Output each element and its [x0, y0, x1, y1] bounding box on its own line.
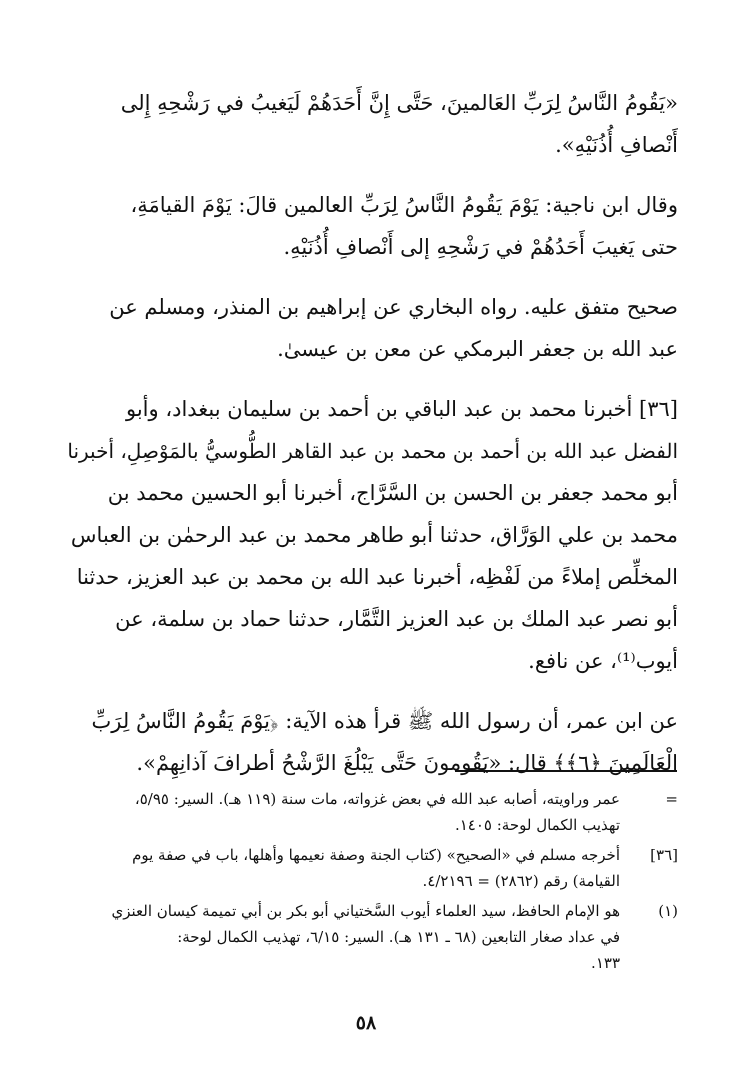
text-line: عبد الله بن جعفر البرمكي عن معن بن عيسىٰ. — [277, 337, 678, 361]
text-line: الفضل عبد الله بن أحمد بن محمد بن عبد القاهر الطُّوسيُّ بالمَوْصِلِ، أخبرنا — [67, 439, 678, 463]
text-line: أبو محمد جعفر بن الحسن بن السَّرَّاج، أخبرنا أبو الحسين محمد بن — [107, 481, 678, 505]
text-line: أيوب⁽¹⁾، عن نافع. — [528, 649, 678, 673]
text-line: وقال ابن ناجية: يَوْمَ يَقُومُ النَّاسُ لِرَبِّ العالمين قالَ: يَوْمَ القيامَةِ، — [130, 193, 678, 217]
paragraph-hadith-quote — [58, 82, 678, 166]
paragraph-isnad-36 — [58, 388, 678, 682]
text-line: عن ابن عمر، أن رسول الله ﷺ قرأ هذه الآية: ﴿يَوْمَ يَقُومُ النَّاسُ لِرَبِّ — [91, 709, 678, 733]
text-line: محمد بن علي الوَرَّاق، حدثنا أبو طاهر محمد بن عبد الرحمٰن بن العباس — [70, 523, 678, 547]
text-line: الْعَالَمِينَ ﴿٦﴾﴾ قال: «يَقُومونَ حَتَّى يَبْلُغَ الرَّشْحُ أطرافَ آذانِهِمْ». — [136, 751, 678, 775]
text-line: أبو نصر عبد الملك بن عبد العزيز التَّمَّار، حدثنا حماد بن سلمة، عن — [115, 607, 678, 631]
text-line: [٣٦] أخبرنا محمد بن عبد الباقي بن أحمد بن سليمان ببغداد، وأبو — [125, 397, 678, 421]
main-text — [58, 82, 678, 784]
footnote-line: القيامة) رقم (٢٨٦٢) = ٤/٢١٩٦. — [422, 872, 620, 890]
footnote — [58, 898, 678, 976]
footnotes — [58, 786, 678, 980]
footnote-line: عمر وراويته، أصابه عبد الله في بعض غزواته، مات سنة (١١٩ هـ). السير: ٥/٩٥، — [134, 790, 620, 808]
text-line: حتى يَغيبَ أَحَدُهُمْ في رَشْحِهِ إلى أَنْصافِ أُذُنَيْهِ. — [283, 235, 678, 259]
text-line: أَنْصافِ أُذُنَيْهِ». — [555, 133, 678, 157]
footnote-line: ١٣٣. — [591, 954, 620, 972]
footnote-line: أخرجه مسلم في «الصحيح» (كتاب الجنة وصفة نعيمها وأهلها، باب في صفة يوم — [132, 846, 620, 864]
paragraph-ibn-najiya — [58, 184, 678, 268]
paragraph-authentication — [58, 286, 678, 370]
footnote-marker: = — [665, 790, 678, 808]
text-line: صحيح متفق عليه. رواه البخاري عن إبراهيم بن المنذر، ومسلم عن — [109, 295, 678, 319]
footnote — [58, 842, 678, 894]
footnote-marker: (١) — [658, 902, 678, 920]
text-line: المخلِّص إملاءً من لَفْظِه، أخبرنا عبد الله بن محمد بن عبد العزيز، حدثنا — [76, 565, 678, 589]
footnote-separator — [455, 770, 677, 772]
footnote-line: في عداد صغار التابعين (٦٨ ـ ١٣١ هـ). السير: ٦/١٥، تهذيب الكمال لوحة: — [177, 928, 620, 946]
page-number: ٥٨ — [355, 1012, 377, 1034]
text-line: «يَقُومُ النَّاسُ لِرَبِّ العَالمينَ، حَتَّى إِنَّ أَحَدَهُمْ لَيَغيبُ في رَشْحِهِ إِلى — [120, 91, 678, 115]
footnote — [58, 786, 678, 838]
footnote-line: هو الإمام الحافظ، سيد العلماء أيوب السَّختياني أبو بكر بن أبي تميمة كيسان العنزي — [111, 902, 620, 920]
footnote-line: تهذيب الكمال لوحة: ١٤٠٥. — [454, 816, 620, 834]
footnote-marker: [٣٦] — [650, 846, 678, 864]
